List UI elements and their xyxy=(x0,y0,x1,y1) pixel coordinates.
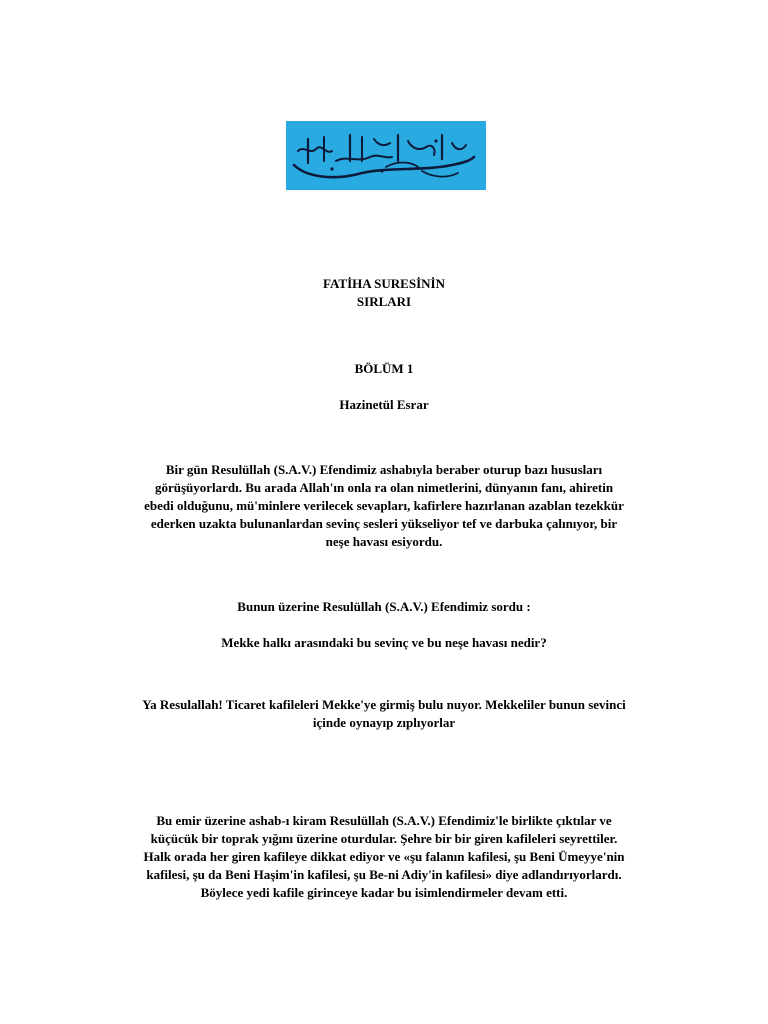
title-line: SIRLARI xyxy=(356,294,412,309)
text-line: Halk orada her giren kafileye dikkat ediyor ve «şu falanın kafilesi, şu Beni Ümeyye'nin xyxy=(143,849,625,864)
text-line: küçücük bir toprak yığını üzerine oturdular. Şehre bir bir giren kafileleri seyrettiler. xyxy=(150,831,618,846)
chapter-subtitle: Hazinetül Esrar xyxy=(339,397,429,412)
text-line: Bir gün Resulüllah (S.A.V.) Efendimiz ashabıyla beraber oturup bazı hususları xyxy=(165,462,603,477)
calligraphy-image xyxy=(286,121,486,190)
paragraph xyxy=(110,461,658,551)
text-line: Ya Resulallah! Ticaret kafileleri Mekke'ye girmiş bulu nuyor. Mekkeliler bunun sevinci xyxy=(142,697,626,712)
text-line: neşe havası esiyordu. xyxy=(325,534,443,549)
text-line: görüşüyorlardı. Bu arada Allah'ın onla ra olan nimetlerini, dünyanın fanı, ahiretin xyxy=(154,480,614,495)
text-line: Mekke halkı arasındaki bu sevinç ve bu neşe havası nedir? xyxy=(221,635,547,650)
text-line: ebedi olduğunu, mü'minlere verilecek sevapları, kafirlere hazırlanan azablan tezekkür xyxy=(144,498,624,513)
paragraph xyxy=(110,598,658,616)
paragraph xyxy=(110,696,658,732)
text-line: Bunun üzerine Resulüllah (S.A.V.) Efendimiz sordu : xyxy=(237,599,531,614)
text-line: ederken uzakta bulunanlardan sevinç sesleri yükseliyor tef ve darbuka çalınıyor, bir xyxy=(150,516,618,531)
text-line: kafilesi, şu da Beni Haşim'in kafilesi, şu Be-ni Adiy'in kafilesi» diye adlandırıyorlardı. xyxy=(146,867,622,882)
paragraph xyxy=(110,812,658,902)
text-line: içinde oynayıp zıplıyorlar xyxy=(312,715,456,730)
document-title xyxy=(110,275,658,311)
chapter-heading: BÖLÜM 1 xyxy=(354,361,414,376)
text-line: Böylece yedi kafile girinceye kadar bu isimlendirmeler devam etti. xyxy=(200,885,568,900)
basmala-calligraphy-banner xyxy=(286,121,486,190)
paragraph xyxy=(110,634,658,652)
title-line: FATİHA SURESİNİN xyxy=(323,276,445,291)
text-line: Bu emir üzerine ashab-ı kiram Resulüllah (S.A.V.) Efendimiz'le birlikte çıktılar ve xyxy=(156,813,612,828)
